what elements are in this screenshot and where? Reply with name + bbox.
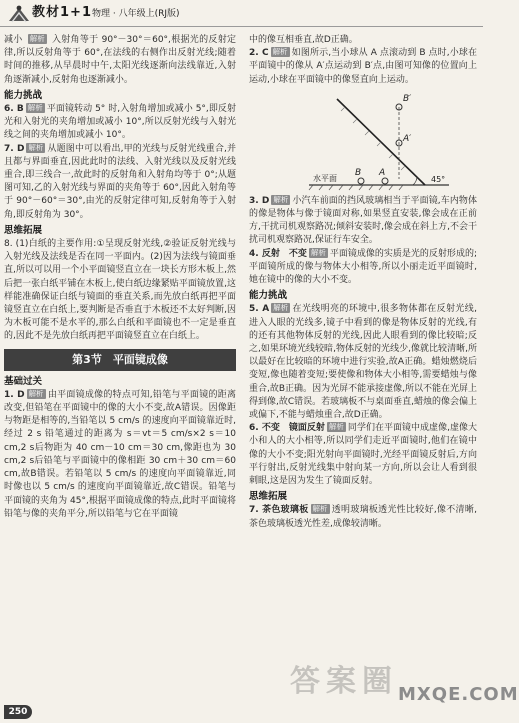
answer-3: 3. D 解析 小汽车前面的挡风玻璃相当于平面镜,车内物体的像是物体与像于镜面对称,如果竖直安装,像会成在正前方,干扰司机观察路况;倾斜安装时,像会成在斜上方,不会干扰司机观察路况,保证行车安全。: [249, 194, 477, 246]
ball-b: [358, 178, 364, 184]
section-ability: 能力挑战: [4, 89, 43, 101]
watermark: MXQE.COM: [398, 684, 519, 705]
answer-1: 1. D 解析 由平面镜成像的特点可知,铅笔与平面镜的距离改变,但铅笔在平面镜中的像的大小不变,故A错误。因像距与物距是相等的,当铅笔以 5 cm/s 的速度向平面镜靠近时,经过 2 s 铅笔通过的距离为 s＝vt＝5 cm/s×2 s＝10 cm,2 s后物距为 40 cm－10 cm＝30 cm,像距也为 30 cm,2 s后铅笔与平面镜中的像相距 30 cm＋30 cm＝60 cm,故B错误。若铅笔以 5 cm/s 的速度向平面镜靠近,同时像也以 5 cm/s 的速度向平面镜靠近,故C错误。铅笔与平面镜的夹角为 45°,根据平面镜成像的特点,此时平面镜将铅笔与像的夹角平分,所以铅笔与它在平面镜: [4, 388, 236, 519]
right-column: [249, 34, 477, 531]
section-expand-right: 思维拓展: [249, 491, 288, 503]
page-header: [0, 0, 483, 32]
analysis-tag: 解析: [312, 504, 328, 514]
label-b-prime: B′: [403, 93, 412, 104]
page-number: 250: [4, 705, 32, 719]
answer-4: 4. 反射 不变 解析 平面镜成像的实质是光的反射形成的;平面镜所成的像与物体大小相等,所以小丽走近平面镜时,她在镜中的像的大小不变。: [249, 247, 477, 286]
analysis-tag: 解析: [328, 422, 344, 432]
answer-7-right: 7. 茶色玻璃板 解析 透明玻璃板透光性比较好,像不清晰,茶色玻璃板透光性差,成像较清晰。: [249, 504, 477, 529]
answer-1-continued: 中的像互相垂直,故D正确。: [249, 35, 358, 45]
section-ability-right: 能力挑战: [249, 290, 288, 302]
analysis-tag: 解析: [310, 247, 326, 257]
answer-6: 6. B 解析 平面镜转动 5° 时,入射角增加或减小 5°,即反射光和入射光的夹角增加或减小 10°,所以反射光线与入射光线之间的夹角增加或减小 10°。: [4, 103, 236, 141]
analysis-tag: 解析: [28, 388, 44, 398]
analysis-tag: 解析: [273, 303, 289, 313]
analysis-tag: 解析: [28, 142, 44, 152]
mirror-hatching: [341, 107, 405, 170]
answer-5: 5. A 解析 在光线明亮的环境中,很多物体都在反射光线,进入人眼的光线多,镜子中看到的像是物体反射的光线,有的还有其他物体反射的光线,因此人眼看到的像比较暗;反之,如果环境光线较暗,物体反射的光线少,像就比较清晰,所以最好在比较暗的环境中进行实验,故A正确。蜡烛燃烧后变短,像也随着变短;要使像和物体大小相等,需要蜡烛与像重合,故B正确。因为光屏不能承接虚像,所以不能在光屏上得到像,故C错误。若玻璃板不与桌面垂直,蜡烛的像会偏上或偏下,不能与蜡烛重合,故D正确。: [249, 303, 478, 421]
label-a: A: [379, 167, 386, 178]
subject-label: 物理 · 八年级上(RJ版): [92, 9, 180, 19]
analysis-tag: 解析: [272, 47, 288, 57]
intro-paragraph: 减小 解析 入射角等于 90°－30°＝60°,根据光的反射定律,所以反射角等于 60°,在法线的右侧作出反射光线;随着时间的推移,从早晨时中午,太阳光线逐渐向法线靠近,入射角逐渐减小,反射角也逐渐减小。: [4, 34, 236, 85]
book-logo-icon: [6, 3, 32, 27]
answer-7: 7. D 解析 从题图中可以看出,甲的光线与反射光线重合,并且都与界面垂直,因此此时的法线、入射光线以及反射光线重合,即三线合一,故此时的反射角和入射角均等于 0°;从题图可知,乙的入射光线与界面的夹角等于 60°,因此入射角等于 90°－60°＝30°,由光的反射定律可知,反射角等于入射角,即反射角为 30°。: [4, 142, 236, 220]
section-banner: 第3节 平面镜成像: [4, 349, 236, 371]
mirror-diagram: [249, 89, 477, 193]
ball-a: [382, 178, 388, 184]
analysis-tag: 解析: [27, 103, 43, 113]
analysis-tag: 解析: [29, 34, 45, 43]
left-column: [4, 34, 236, 521]
angle-arc: [413, 177, 417, 185]
label-angle: 45°: [431, 174, 446, 184]
label-b: B: [355, 167, 362, 178]
brand-title: 教材1+1: [32, 5, 92, 20]
plane-hatching: [309, 185, 403, 190]
mirror-figure: [249, 89, 477, 193]
watermark-chinese: 答案圈: [290, 664, 398, 699]
label-plane: 水平面: [313, 173, 337, 183]
answer-8: 8. (1)白纸的主要作用:①呈现反射光线,②验证反射光线与入射光线及法线是否在同一平面内。(2)因为法线与镜面垂直,所以可以用一个小平面镜竖直立在一块长方形木板上,然后把一张白纸平铺在木板上,使白纸边缘紧贴平面镜放置,这样能准确保证白纸与镜面的垂直关系,而先放白纸再把平面镜竖直立在白纸上,要判断是否垂直于木板还不太好判断,因为木板可能不是水平的,那么白纸和平面镜也不一定是垂直的,因此不是先放白纸再把平面镜竖直立在白纸上。: [4, 239, 236, 342]
section-expand: 思维拓展: [4, 224, 43, 236]
answer-6-right: 6. 不变 镜面反射 解析 同学们在平面镜中成虚像,虚像大小和人的大小相等,所以同学们走近平面镜时,他们在镜中像的大小不变;阳光射向平面镜时,光经平面镜反射后,方向平行射出,反射光线集中射向某一方向,所以会让人看到很刺眼,这是因为发生了镜面反射。: [249, 422, 477, 487]
label-a-prime: A′: [403, 133, 412, 144]
section-basic: 基础过关: [4, 375, 43, 387]
answer-2: 2. C 解析 如图所示,当小球从 A 点滚动到 B 点时,小球在平面镜中的像从 A′点运动到 B′点,由图可知像的位置向上运动,小球在平面镜中的像竖直向上运动。: [249, 47, 478, 85]
header-rule: [0, 26, 483, 27]
analysis-tag: 解析: [273, 194, 289, 204]
